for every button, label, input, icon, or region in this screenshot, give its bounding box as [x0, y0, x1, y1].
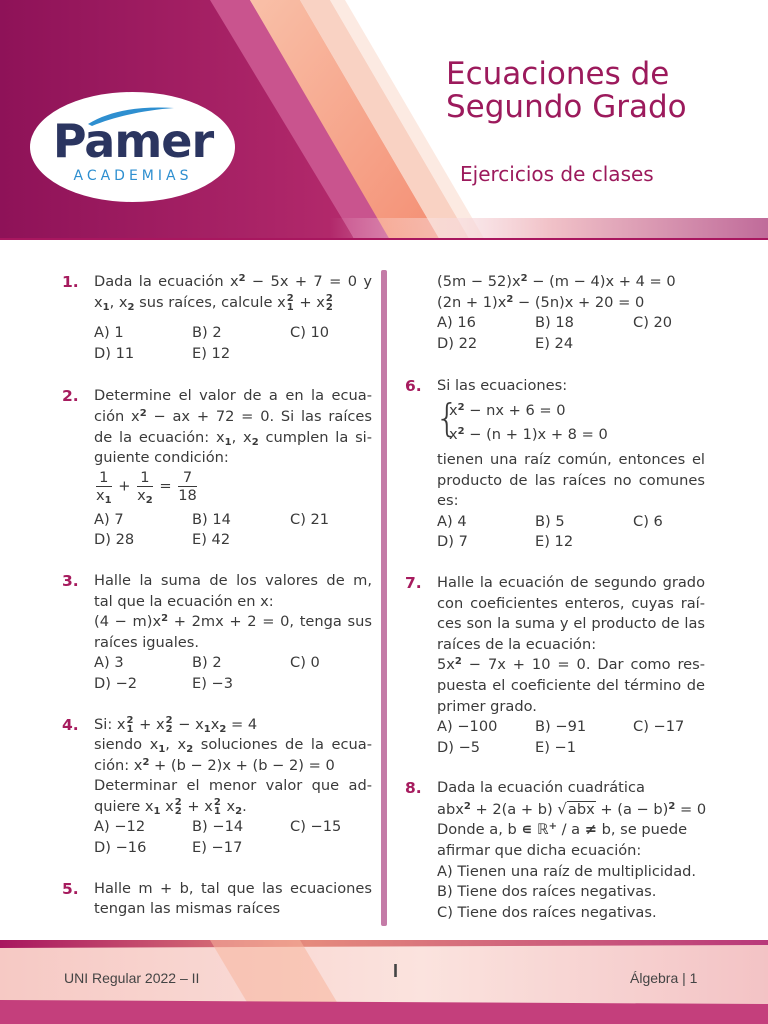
- option-e: E) 42: [192, 531, 231, 549]
- logo-subtext: ACADEMIAS: [73, 168, 193, 184]
- problem-text-line: ción: $x^2 + (b - 2)x + (b - 2) = 0$: [94, 756, 335, 774]
- option-a: A) 16: [437, 314, 476, 332]
- option-d: D) 11: [94, 344, 135, 362]
- problem-text-line: tengan las mismas raíces: [94, 900, 281, 918]
- problem-text-line: siendo $x_1$, $x_2$ soluciones de la ecua-: [94, 736, 372, 756]
- answer-options: [94, 323, 372, 364]
- problem-text-line: puesta el coeficiente del término de: [437, 676, 705, 694]
- answer-options: [437, 313, 705, 354]
- element-of-icon: ∊: [521, 821, 533, 839]
- option-a: A) 4: [437, 512, 467, 530]
- answer-options: [94, 817, 372, 858]
- problem-text-line: tal que la ecuación en x:: [94, 592, 274, 610]
- option-b: B) −91: [535, 718, 587, 736]
- option-b: B) 2: [192, 654, 222, 672]
- problem-text-line: ces son la suma y el producto de las: [437, 615, 705, 633]
- problem-6: [405, 376, 705, 553]
- answer-options: [437, 717, 705, 758]
- problem-3: [62, 571, 372, 695]
- option-e: E) 12: [192, 344, 231, 362]
- not-equal-icon: ≠: [584, 821, 597, 839]
- logo-wordmark: Pamer: [52, 114, 214, 168]
- problem-number: 3.: [62, 571, 79, 590]
- problem-text-line: raíces de la ecuación:: [437, 635, 597, 653]
- problem-text-line: Halle la suma de los valores de m,: [94, 571, 372, 589]
- problem-text-line: $5x^2 - 7x + 10 = 0$. Dar como res-: [437, 656, 705, 674]
- problem-7: [405, 573, 705, 758]
- problem-number: 2.: [62, 387, 79, 406]
- title-line-1: Ecuaciones de: [446, 56, 670, 92]
- title-line-2: Segundo Grado: [446, 89, 687, 125]
- option-d: D) 28: [94, 531, 135, 549]
- option-a: A) 3: [94, 654, 124, 672]
- problem-text-line: afirmar que dicha ecuación:: [437, 842, 642, 860]
- problem-text-line: producto de las raíces no comunes: [437, 471, 705, 489]
- problem-number: 8.: [405, 779, 422, 798]
- option-e: E) −1: [535, 738, 577, 756]
- problem-text-line: $(5m - 52)x^2 - (m - 4)x + 4 = 0$: [437, 273, 676, 290]
- option-d: D) −5: [437, 738, 481, 756]
- option-b: B) 2: [192, 324, 222, 342]
- problem-text-line: abx$^2$ + 2(a + b) $√abx + (a - b)^2 = 0$: [437, 799, 707, 818]
- footer-center-mark: I: [393, 961, 399, 981]
- answer-options: [94, 653, 372, 694]
- square-root-icon: √: [557, 799, 567, 818]
- option-a: A) −12: [94, 818, 146, 836]
- problem-number: 4.: [62, 715, 79, 734]
- problem-text-line: primer grado.: [437, 697, 537, 715]
- problem-text-line: es:: [437, 492, 459, 510]
- option-a: A) 7: [94, 510, 124, 528]
- column-divider: [381, 270, 387, 926]
- option-b: B) −14: [192, 818, 244, 836]
- problem-5-continued: [405, 272, 705, 354]
- problem-number: 7.: [405, 573, 422, 592]
- problem-number: 6.: [405, 377, 422, 396]
- problem-4: [62, 715, 372, 859]
- option-a: A) Tienen una raíz de multiplicidad.: [437, 862, 697, 880]
- problem-number: 5.: [62, 879, 79, 898]
- option-c: C) 0: [290, 654, 320, 672]
- problem-text-line: Donde a, b ∊ ℝ+ / a ≠ b, se puede: [437, 821, 688, 839]
- problem-text-line: Si las ecuaciones:: [437, 377, 568, 395]
- problem-text-line: $(4 - m)x^2 + 2mx + 2 = 0$, tenga sus: [94, 613, 372, 631]
- problem-text-line: tienen una raíz común, entonces el: [437, 450, 705, 468]
- option-c: C) −17: [633, 718, 685, 736]
- problem-text-line: Halle la ecuación de segundo grado: [437, 573, 705, 591]
- option-d: D) −2: [94, 674, 138, 692]
- fraction-equation: $\frac{1}{x_1}$ + $\frac{1}{x_2}$ = $\frac{7}{18}$: [96, 468, 197, 506]
- footer-page-label: Álgebra | 1: [630, 970, 698, 986]
- answer-options: [437, 862, 705, 924]
- option-c: C) 20: [633, 314, 673, 332]
- option-b: B) 18: [535, 314, 574, 332]
- answer-options: [94, 510, 372, 551]
- option-c: C) 6: [633, 512, 663, 530]
- option-b: B) 5: [535, 512, 565, 530]
- problem-text-line: ción $x^2$ − ax + 72 = 0. Si las raíces: [94, 407, 372, 425]
- problem-text-line: Dada la ecuación cuadrática: [437, 779, 645, 797]
- right-column: [405, 272, 705, 923]
- problem-text-line: $(2n + 1)x^2 - (5n)x + 20 = 0$: [437, 293, 645, 311]
- problem-text-line: de la ecuación: $x_1$, $x_2$ cumplen la si-: [94, 428, 372, 448]
- option-e: E) 12: [535, 533, 574, 551]
- problem-text-line: guiente condición:: [94, 449, 229, 467]
- problem-2: [62, 386, 372, 551]
- answer-options: [437, 512, 705, 553]
- option-d: D) −16: [94, 839, 147, 857]
- option-c: C) 10: [290, 324, 330, 342]
- left-column: [62, 272, 372, 920]
- problem-text-line: Determine el valor de a en la ecua-: [94, 387, 372, 405]
- option-c: C) Tiene dos raíces negativas.: [437, 903, 657, 921]
- option-b: B) 14: [192, 510, 231, 528]
- equation-system: { $x^2$ − nx + 6 = 0 $x^2 - (n + 1)x + 8 = 0$: [437, 399, 705, 447]
- footer-course-label: UNI Regular 2022 – II: [64, 970, 200, 986]
- problem-text-line: $x_1$, $x_2$ sus raíces, calcule x 2 1 + x 2 2: [94, 292, 333, 313]
- option-e: E) −17: [192, 839, 243, 857]
- option-c: C) −15: [290, 818, 342, 836]
- option-e: E) −3: [192, 674, 234, 692]
- problem-8: [405, 778, 705, 923]
- option-c: C) 21: [290, 510, 330, 528]
- option-d: D) 22: [437, 334, 478, 352]
- problem-number: 1.: [62, 273, 79, 291]
- problem-text-line: Si: x 2 1 + x 2 2 − $x_1x_2 = 4$: [94, 714, 258, 735]
- problem-5: [62, 879, 372, 920]
- option-d: D) 7: [437, 533, 468, 551]
- option-b: B) Tiene dos raíces negativas.: [437, 883, 657, 901]
- option-a: A) −100: [437, 718, 498, 736]
- problem-text-line: Determinar el menor valor que ad-: [94, 777, 372, 795]
- page-title: [446, 58, 746, 124]
- problem-text-line: raíces iguales.: [94, 633, 200, 651]
- problem-text-line: Halle m + b, tal que las ecuaciones: [94, 879, 372, 897]
- problem-text-line: quiere $x_1$ x 2 2 + x 2 1 $x_2$.: [94, 796, 247, 817]
- problem-text-line: Dada la ecuación $x^2 - 5x + 7 = 0$ y: [94, 273, 372, 290]
- option-e: E) 24: [535, 334, 574, 352]
- problem-text-line: con coeficientes enteros, cuyas raí-: [437, 594, 705, 612]
- page-subtitle: Ejercicios de clases: [460, 162, 654, 186]
- option-a: A) 1: [94, 324, 124, 342]
- problem-1: [62, 272, 372, 364]
